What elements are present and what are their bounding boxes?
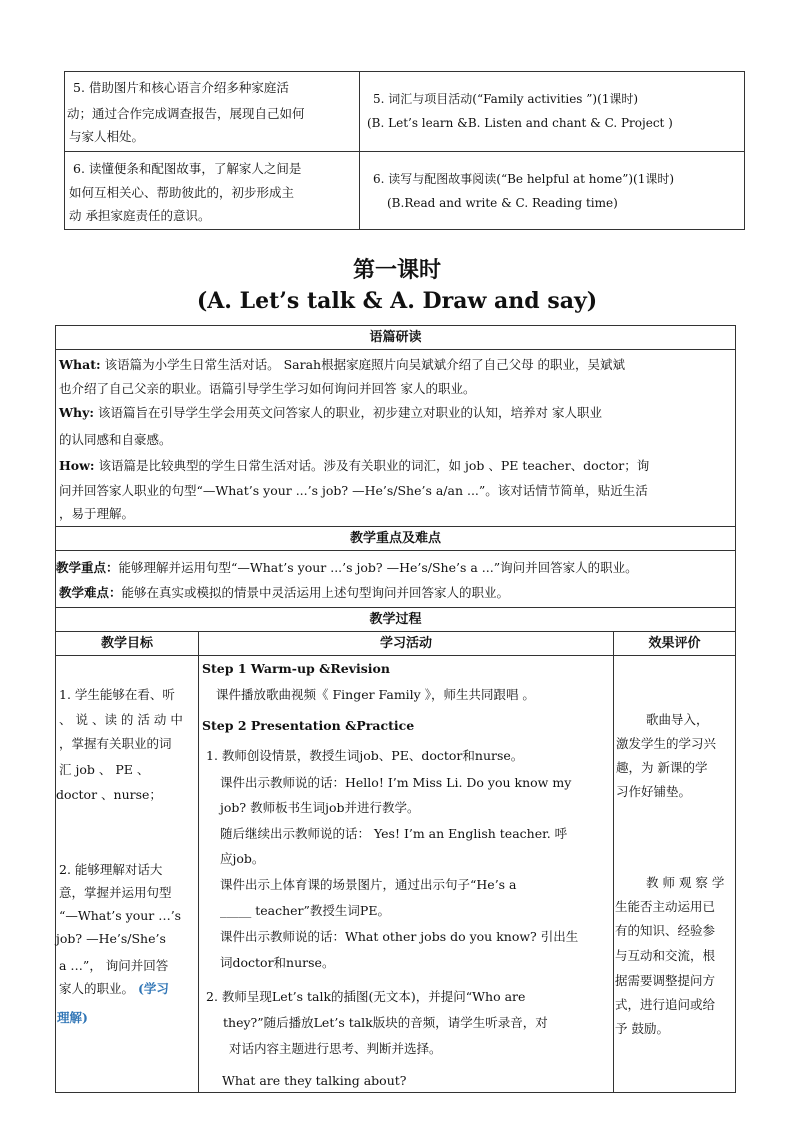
goal-tag: 理解) [57,1010,88,1025]
column-header-evaluation: 效果评价 [648,636,701,651]
goal-text [59,976,169,1002]
goal-tag: (学习 [138,981,169,996]
evaluation-text: 趣，为 新课的学 [616,760,708,775]
goal-text: doctor 、nurse； [56,787,162,802]
table-divider [56,607,735,608]
activity-text: 随后继续出示教师说的话： Yes! I’m an English teacher. 呼 [220,826,568,841]
goal-text: “—What’s your …’s [59,908,182,923]
goal-text: 汇 job 、 PE 、 [59,762,150,777]
step-title: Step 1 Warm-up &Revision [202,661,390,676]
why-paragraph [59,400,602,426]
what-text: 该语篇为小学生日常生活对话。 Sarah根据家庭照片向吴斌斌介绍了自己父母 的职业，吴斌斌 [104,357,626,372]
table-divider [56,349,735,350]
goal-text: 1. 学生能够在看、听 [59,687,175,702]
evaluation-text: 予 鼓励。 [615,1021,669,1036]
section-header-focus: 教学重点及难点 [349,531,441,546]
section-header-process: 教学过程 [369,612,422,627]
why-label: Why: [59,405,95,420]
table-cell-text: 动；通过合作完成调查报告，展现自己如何 [67,106,305,121]
table-cell-text: (B.Read and write & C. Reading time) [387,196,618,210]
difficult-point-text: 能够在真实或模拟的情景中灵活运用上述句型询问并回答家人的职业。 [121,585,510,600]
goal-text: 2. 能够理解对话大 [59,862,163,877]
what-text: 也介绍了自己父亲的职业。语篇引导学生学习如何询问并回答 家人的职业。 [59,381,476,396]
evaluation-text: 教 师 观 察 学 [646,875,725,890]
table-divider [56,526,735,527]
activity-text: _____ teacher”教授生词PE。 [220,903,390,918]
evaluation-text: 生能否主动运用已 [615,899,716,914]
evaluation-text: 歌曲导入， [646,712,709,727]
activity-text: What are they talking about? [222,1073,407,1088]
difficult-point [59,580,509,606]
table-cell-text: 动 承担家庭责任的意识。 [69,208,211,223]
table-cell-text: 6. 读懂便条和配图故事，了解家人之间是 [73,161,302,176]
goal-text: job? —He’s/She’s [56,931,166,946]
table-cell-text: 6. 读写与配图故事阅读(“Be helpful at home”)(1课时) [373,172,675,186]
activity-text: 词doctor和nurse。 [220,955,335,970]
how-paragraph [59,453,649,479]
table-cell-text: (B. Let’s learn &B. Listen and chant & C. Project ) [367,116,673,130]
why-text: 该语篇旨在引导学生学会用英文问答家人的职业，初步建立对职业的认知，培养对 家人职业 [98,405,602,420]
why-text: 的认同感和自豪感。 [59,432,172,447]
goal-text: 、 说 、读 的 活 动 中 [59,712,183,727]
lesson-subtitle: (A. Let’s talk & A. Draw and say) [196,288,598,314]
table-divider [613,631,614,1092]
activity-text: 2. 教师呈现Let’s talk的插图(无文本)，并提问“Who are [206,989,526,1004]
key-point-text: 能够理解并运用句型“—What’s your ...’s job? —He’s/She’s a ...”询问并回答家人的职业。 [118,560,638,575]
table-divider [65,151,744,152]
plan-table [64,71,745,230]
goal-text: 意，掌握并运用句型 [59,885,172,900]
table-cell-text: 5. 词汇与项目活动(“Family activities ”)(1课时) [373,92,639,106]
table-divider [56,550,735,551]
activity-text: 应job。 [220,851,265,866]
how-text: 问并回答家人职业的句型“—What’s your ...’s job? —He’s/She’s a/an ...”。该对话情节简单，贴近生活 [59,483,648,498]
evaluation-text: 习作好铺垫。 [616,784,692,799]
evaluation-text: 有的知识、经验参 [615,923,716,938]
table-cell-text: 如何互相关心、帮助彼此的，初步形成主 [69,185,295,200]
activity-text: 对话内容主题进行思考、判断并选择。 [229,1041,442,1056]
activity-text: 课件出示上体育课的场景图片，通过出示句子“He’s a [220,877,517,892]
how-text: 该语篇是比较典型的学生日常生活对话。涉及有关职业的词汇，如 job 、PE teacher、doctor；询 [98,458,650,473]
step-title: Step 2 Presentation &Practice [202,718,415,733]
activity-text: job? 教师板书生词job并进行教学。 [220,800,420,815]
evaluation-text: 据需要调整提问方 [615,973,716,988]
key-point-label: 教学重点： [56,560,119,575]
evaluation-text: 与互动和交流，根 [615,948,716,963]
table-cell-text: 与家人相处。 [69,129,145,144]
table-divider [198,631,199,1092]
how-label: How: [59,458,95,473]
goal-text: a …”， 询问并回答 [59,958,169,973]
what-label: What: [59,357,101,372]
activity-text: 课件播放歌曲视频《 Finger Family 》，师生共同跟唱 。 [216,687,535,702]
activity-text: they?”随后播放Let’s talk版块的音频，请学生听录音，对 [223,1015,548,1030]
activity-text: 课件出示教师说的话：Hello! I’m Miss Li. Do you know my [220,775,572,790]
column-header-goal: 教学目标 [100,636,153,651]
lesson-title: 第一课时 [352,257,441,283]
difficult-point-label: 教学难点： [59,585,122,600]
how-text: ，易于理解。 [59,506,135,521]
what-paragraph [59,352,625,378]
key-point [56,555,638,581]
goal-text: 家人的职业。 [59,981,135,996]
section-header-analysis: 语篇研读 [369,330,422,345]
evaluation-text: 式，进行追问或给 [615,997,716,1012]
evaluation-text: 激发学生的学习兴 [616,736,717,751]
table-cell-text: 5. 借助图片和核心语言介绍多种家庭活 [73,80,289,95]
table-divider [56,631,735,632]
column-header-activity: 学习活动 [379,636,432,651]
activity-text: 课件出示教师说的话：What other jobs do you know? 引出生 [220,929,579,944]
goal-text: ，掌握有关职业的词 [59,736,172,751]
activity-text: 1. 教师创设情景，教授生词job、PE、doctor和nurse。 [206,748,524,763]
lesson-plan-table [55,325,736,1093]
table-divider [56,655,735,656]
